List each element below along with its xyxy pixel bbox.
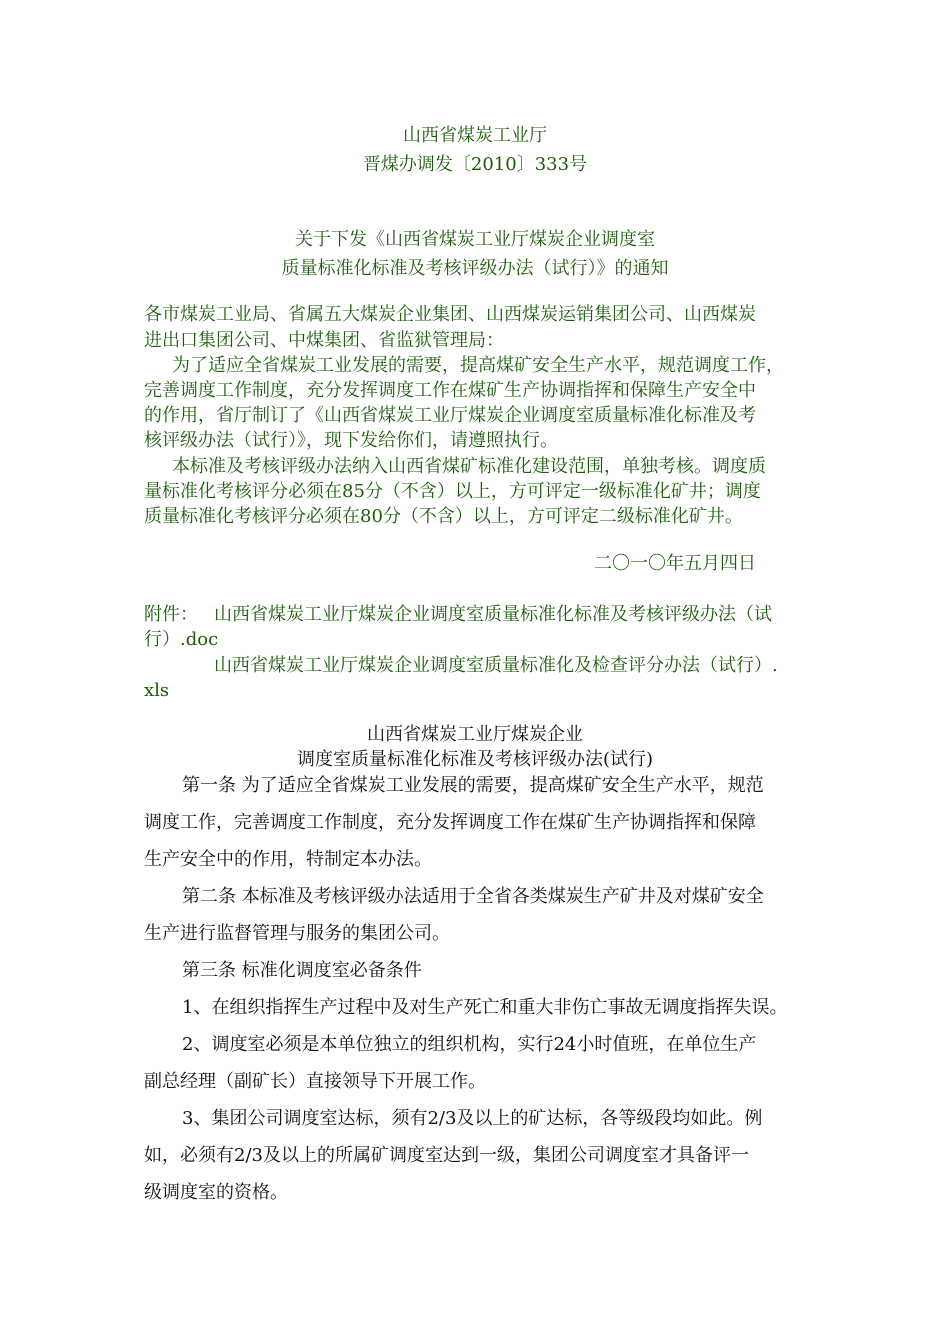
article-1-line2: 调度工作，完善调度工作制度，充分发挥调度工作在煤矿生产协调指挥和保障 [144, 812, 756, 833]
notice-body-p1-line2: 完善调度工作制度，充分发挥调度工作在煤矿生产协调指挥和保障生产安全中 [144, 380, 756, 401]
notice-body-p2-line3: 质量标准化考核评分必须在80分（不含）以上，方可评定二级标准化矿井。 [144, 506, 743, 527]
article-2-line2: 生产进行监督管理与服务的集团公司。 [144, 923, 450, 944]
article-3-item-2-line2: 副总经理（副矿长）直接领导下开展工作。 [144, 1071, 486, 1092]
attachment-2-line1: 山西省煤炭工业厅煤炭企业调度室质量标准化及检查评分办法（试行）. [214, 655, 778, 676]
article-3-item-2-line1: 2、调度室必须是本单位独立的组织机构，实行24小时值班，在单位生产 [182, 1034, 757, 1055]
rules-title-line1: 山西省煤炭工业厅煤炭企业 [367, 724, 583, 745]
notice-body-p1-line3: 的作用，省厅制订了《山西省煤炭工业厅煤炭企业调度室质量标准化标准及考 [144, 405, 756, 426]
issue-date: 二〇一〇年五月四日 [594, 553, 756, 574]
issuer-name: 山西省煤炭工业厅 [403, 125, 547, 146]
notice-title-line2: 质量标准化标准及考核评级办法（试行）》的通知 [281, 258, 669, 279]
article-3-title: 第三条 标准化调度室必备条件 [182, 960, 422, 981]
article-3-item-3-line2: 如，必须有2/3及以上的所属矿调度室达到一级，集团公司调度室才具备评一 [144, 1145, 749, 1166]
attachment-1-line1: 山西省煤炭工业厅煤炭企业调度室质量标准化标准及考核评级办法（试 [214, 604, 772, 625]
notice-body-p1-line4: 核评级办法（试行）》，现下发给你们，请遵照执行。 [144, 430, 558, 451]
attachments-label: 附件： [144, 604, 198, 625]
notice-body-p1-line1: 为了适应全省煤炭工业发展的需要，提高煤矿安全生产水平，规范调度工作， [172, 355, 784, 376]
article-1-line1: 第一条 为了适应全省煤炭工业发展的需要，提高煤矿安全生产水平，规范 [182, 775, 764, 796]
article-2-line1: 第二条 本标准及考核评级办法适用于全省各类煤炭生产矿井及对煤矿安全 [182, 886, 764, 907]
notice-body-p2-line2: 量标准化考核评分必须在85分（不含）以上，方可评定一级标准化矿井；调度 [144, 481, 761, 502]
article-1-line3: 生产安全中的作用，特制定本办法。 [144, 849, 432, 870]
attachment-1-line2: 行）.doc [144, 629, 219, 650]
notice-title-line1: 关于下发《山西省煤炭工业厅煤炭企业调度室 [295, 229, 655, 250]
rules-title-line2: 调度室质量标准化标准及考核评级办法(试行) [296, 749, 654, 770]
addressees-line1: 各市煤炭工业局、省属五大煤炭企业集团、山西煤炭运销集团公司、山西煤炭 [144, 304, 756, 325]
addressees-line2: 进出口集团公司、中煤集团、省监狱管理局： [144, 330, 504, 351]
document-number: 晋煤办调发〔2010〕333号 [362, 154, 588, 175]
article-3-item-3-line1: 3、集团公司调度室达标，须有2/3及以上的矿达标，各等级段均如此。例 [182, 1108, 763, 1129]
attachment-2-line2: xls [144, 680, 170, 701]
notice-body-p2-line1: 本标准及考核评级办法纳入山西省煤矿标准化建设范围，单独考核。调度质 [172, 456, 766, 477]
article-3-item-3-line3: 级调度室的资格。 [144, 1182, 288, 1203]
article-3-item-1: 1、在组织指挥生产过程中及对生产死亡和重大非伤亡事故无调度指挥失误。 [182, 997, 788, 1018]
